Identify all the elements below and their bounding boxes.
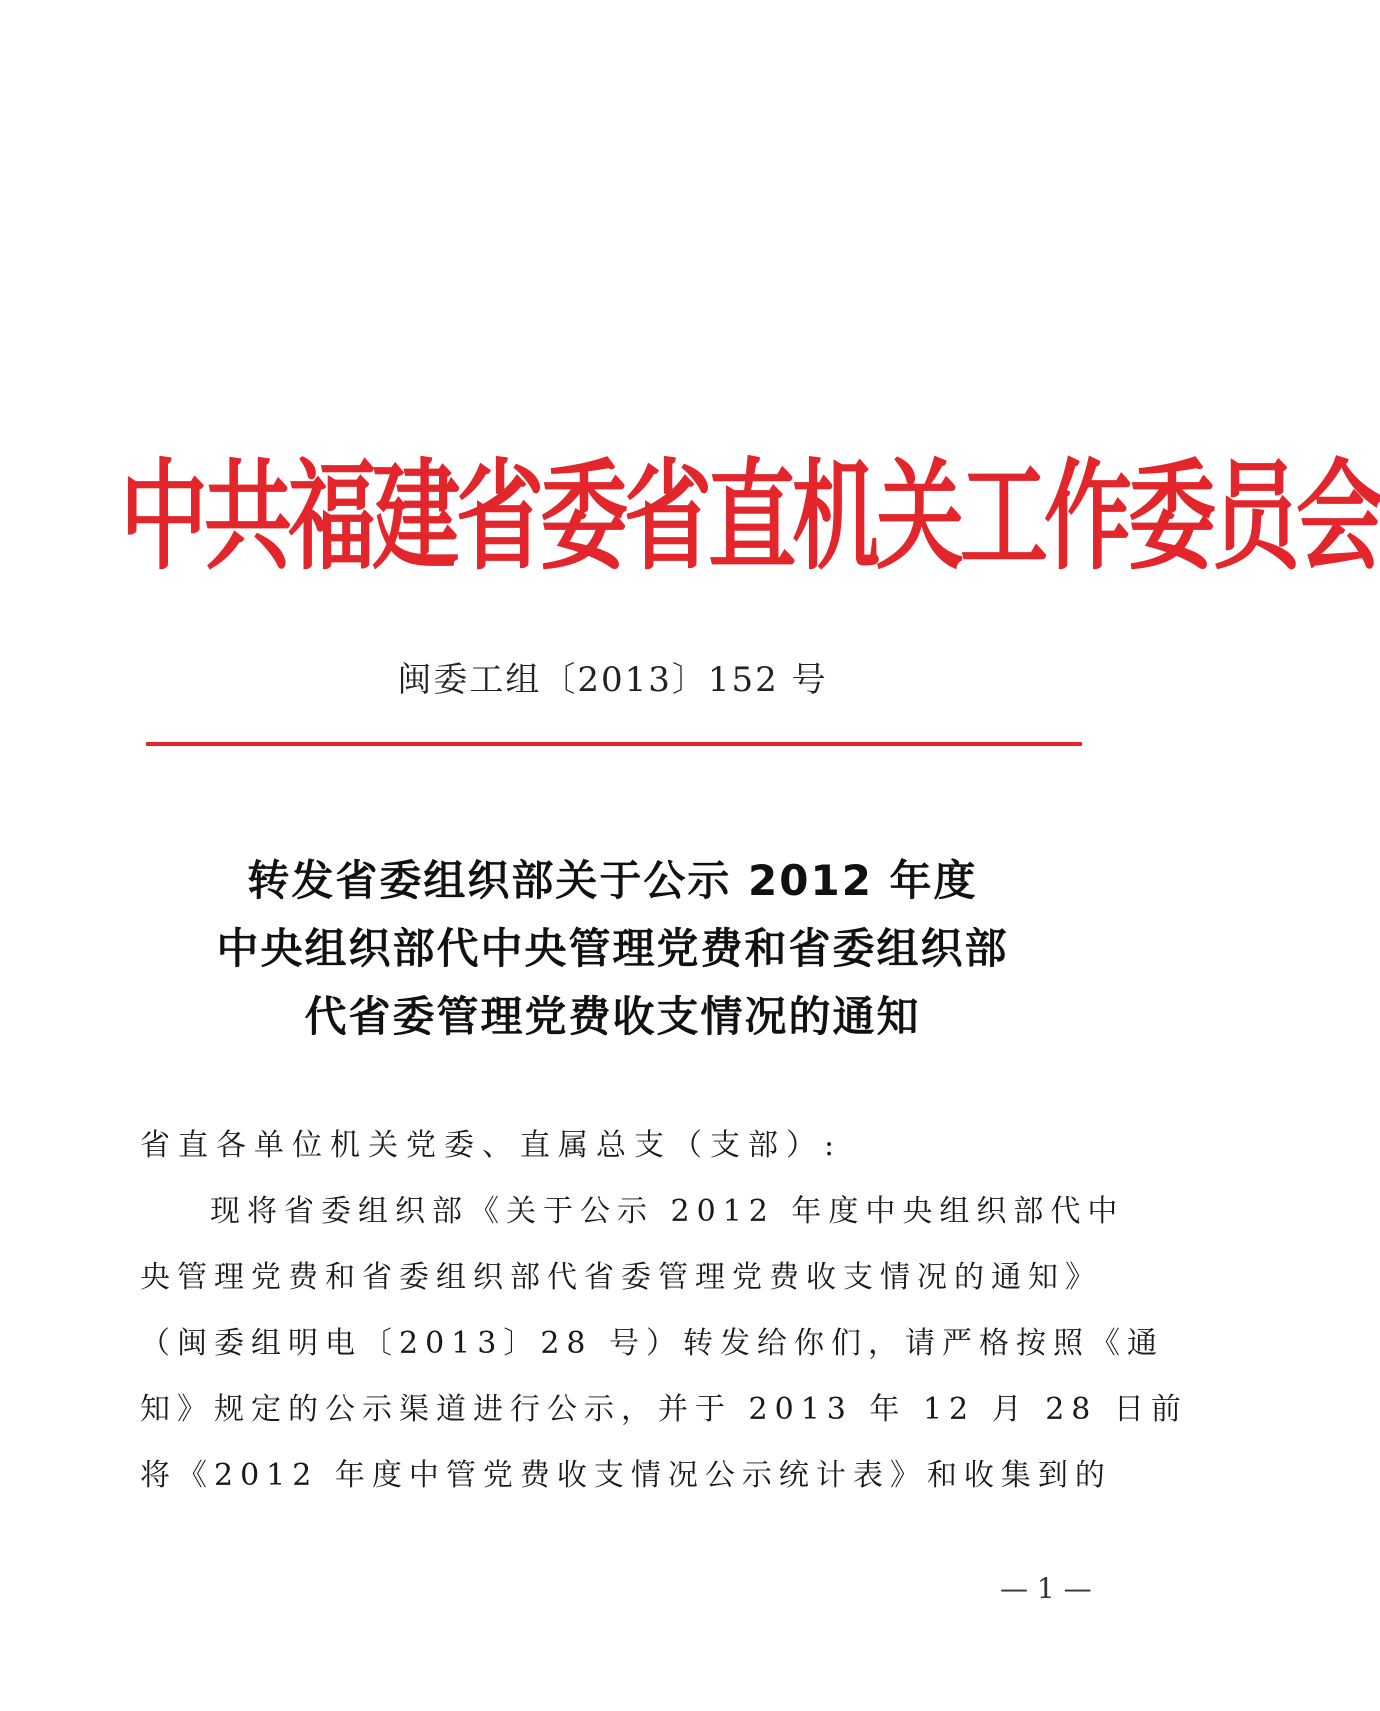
body-line-2: 央管理党费和省委组织部代省委管理党费收支情况的通知》 bbox=[140, 1260, 1102, 1295]
title-line-2: 中央组织部代中央管理党费和省委组织部 bbox=[216, 924, 1009, 973]
body-line-4: 知》规定的公示渠道进行公示，并于 2013 年 12 月 28 日前 bbox=[140, 1392, 1188, 1427]
title-line-3: 代省委管理党费收支情况的通知 bbox=[304, 992, 921, 1041]
body-line-1: 现将省委组织部《关于公示 2012 年度中央组织部代中 bbox=[210, 1194, 1125, 1229]
body-line-5: 将《2012 年度中管党费收支情况公示统计表》和收集到的 bbox=[140, 1458, 1112, 1493]
title-line-1: 转发省委组织部关于公示 2012 年度 bbox=[247, 856, 978, 905]
page-number: — 1 — bbox=[1000, 1572, 1092, 1605]
red-divider-line bbox=[146, 742, 1082, 746]
document-number: 闽委工组〔2013〕152 号 bbox=[397, 660, 828, 700]
issuer-heading: 中共福建省委省直机关工作委员会 bbox=[120, 446, 1380, 586]
body-line-3: （闽委组明电〔2013〕28 号）转发给你们，请严格按照《通 bbox=[140, 1326, 1165, 1361]
salutation: 省直各单位机关党委、直属总支（支部）: bbox=[140, 1128, 843, 1163]
